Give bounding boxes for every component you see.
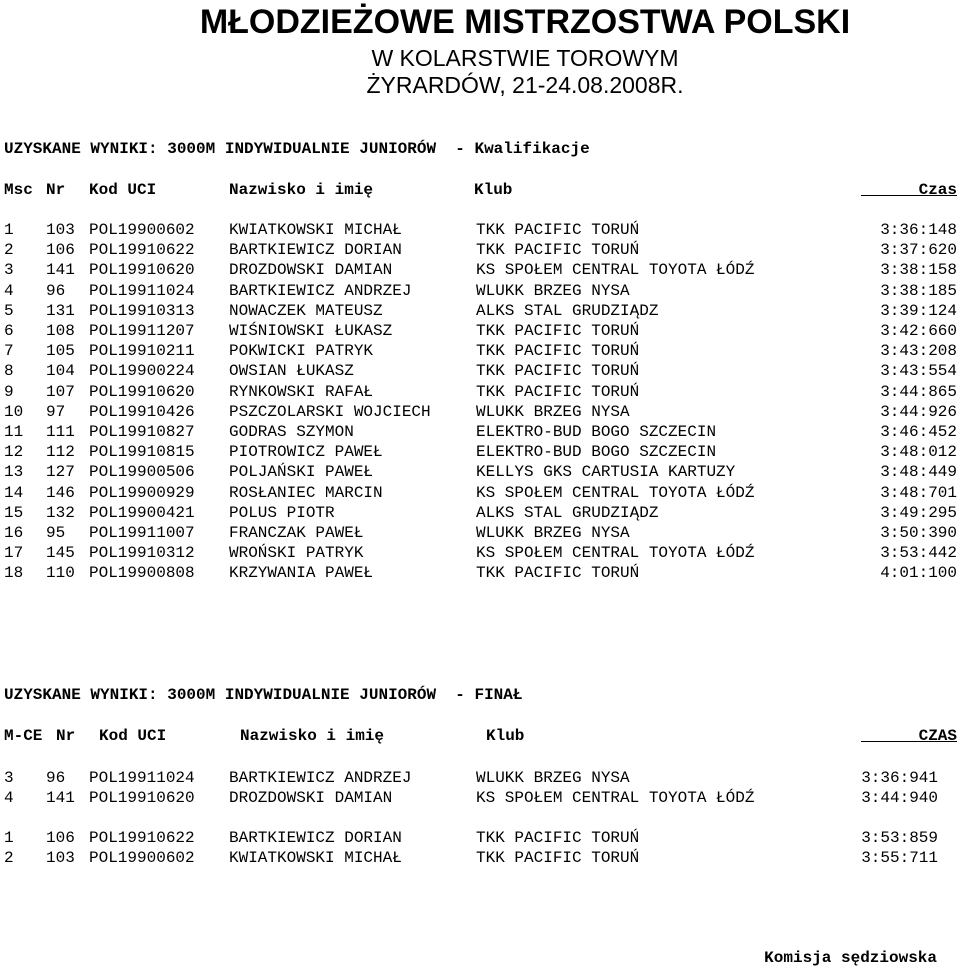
result-uci-code: POL19910313 [89, 301, 195, 320]
result-uci-code: POL19910620 [89, 382, 195, 401]
table-row [0, 220, 960, 240]
result-place: 4 [4, 281, 14, 300]
result-rider-name: BARTKIEWICZ DORIAN [229, 241, 402, 260]
result-number: 146 [46, 483, 75, 502]
result-uci-code: POL19900224 [89, 362, 195, 381]
result-club: KS SPOŁEM CENTRAL TOYOTA ŁÓDŹ [476, 789, 755, 808]
result-club: ALKS STAL GRUDZIĄDZ [476, 503, 659, 522]
page-title: MŁODZIEŻOWE MISTRZOSTWA POLSKI [199, 3, 851, 41]
header-club: Klub [474, 181, 513, 199]
result-uci-code: POL19900602 [89, 221, 195, 239]
result-uci-code: POL19900506 [89, 463, 195, 482]
result-uci-code: POL19900602 [89, 849, 195, 868]
table-row [0, 523, 960, 543]
result-time: 3:50:390 [880, 524, 957, 542]
result-number: 97 [46, 402, 66, 421]
result-time: 3:38:185 [880, 281, 957, 300]
result-number: 110 [46, 564, 75, 583]
result-rider-name: PSZCZOLARSKI WOJCIECH [229, 402, 431, 421]
header-club: Klub [486, 727, 525, 745]
result-rider-name: KRZYWANIA PAWEŁ [229, 564, 374, 583]
result-club: WLUKK BRZEG NYSA [476, 281, 630, 300]
result-rider-name: OWSIAN ŁUKASZ [229, 362, 354, 381]
result-club: KS SPOŁEM CENTRAL TOYOTA ŁÓDŹ [476, 483, 755, 502]
table-row [0, 341, 960, 361]
result-place: 8 [4, 362, 14, 381]
result-uci-code: POL19900929 [89, 483, 195, 502]
header-place: Msc [4, 181, 33, 199]
result-club: WLUKK BRZEG NYSA [476, 769, 630, 787]
page-subtitle: W KOLARSTWIE TOROWYM [371, 45, 679, 71]
result-place: 17 [4, 544, 24, 563]
result-time: 3:38:158 [880, 261, 957, 280]
result-place: 11 [4, 423, 24, 441]
result-number: 145 [46, 544, 75, 563]
result-time: 3:48:012 [880, 443, 957, 462]
header-time: Czas [918, 181, 957, 199]
header-name: Nazwisko i imię [229, 181, 374, 199]
result-time: 3:44:865 [880, 382, 957, 401]
result-number: 104 [46, 362, 75, 381]
result-club: KELLYS GKS CARTUSIA KARTUZY [476, 463, 736, 482]
result-club: KS SPOŁEM CENTRAL TOYOTA ŁÓDŹ [476, 544, 755, 563]
result-number: 111 [46, 423, 75, 441]
result-place: 12 [4, 443, 24, 462]
result-time: 3:36:941 [861, 769, 938, 787]
result-club: TKK PACIFIC TORUŃ [476, 221, 640, 239]
result-number: 105 [46, 342, 75, 361]
result-place: 4 [4, 789, 14, 808]
final-section-title: UZYSKANE WYNIKI: 3000M INDYWIDUALNIE JUNIORÓW - FINAŁ [4, 686, 523, 704]
result-number: 96 [46, 769, 66, 787]
result-club: WLUKK BRZEG NYSA [476, 524, 630, 542]
table-row [0, 240, 960, 260]
table-row [0, 402, 960, 422]
result-uci-code: POL19910622 [89, 829, 195, 847]
header-uci: Kod UCI [89, 181, 157, 199]
header-name: Nazwisko i imię [240, 727, 385, 745]
result-club: TKK PACIFIC TORUŃ [476, 382, 640, 401]
table-row [0, 321, 960, 341]
result-time: 3:48:449 [880, 463, 957, 482]
header-time: CZAS [918, 727, 957, 745]
result-uci-code: POL19910815 [89, 443, 195, 462]
table-row [0, 281, 960, 301]
result-rider-name: DROZDOWSKI DAMIAN [229, 261, 393, 280]
table-row [0, 361, 960, 381]
result-uci-code: POL19911024 [89, 769, 195, 787]
result-uci-code: POL19911207 [89, 322, 195, 340]
result-club: TKK PACIFIC TORUŃ [476, 564, 640, 583]
result-time: 3:36:148 [880, 221, 957, 239]
result-rider-name: KWIATKOWSKI MICHAŁ [229, 221, 402, 239]
result-number: 106 [46, 241, 75, 260]
result-number: 131 [46, 301, 75, 320]
result-place: 5 [4, 301, 14, 320]
table-row [0, 301, 960, 321]
result-uci-code: POL19910620 [89, 261, 195, 280]
result-time: 3:43:554 [880, 362, 957, 381]
result-time: 3:53:442 [880, 544, 957, 563]
result-number: 106 [46, 829, 75, 847]
result-time: 3:44:940 [861, 789, 938, 808]
result-place: 18 [4, 564, 24, 583]
result-club: TKK PACIFIC TORUŃ [476, 362, 640, 381]
result-club: TKK PACIFIC TORUŃ [476, 829, 640, 847]
result-uci-code: POL19911024 [89, 281, 195, 300]
result-club: WLUKK BRZEG NYSA [476, 402, 630, 421]
result-place: 2 [4, 849, 14, 868]
table-row [0, 768, 960, 788]
result-rider-name: PIOTROWICZ PAWEŁ [229, 443, 383, 462]
result-club: TKK PACIFIC TORUŃ [476, 322, 640, 340]
result-club: ELEKTRO-BUD BOGO SZCZECIN [476, 423, 717, 441]
result-uci-code: POL19910827 [89, 423, 195, 441]
table-row [0, 422, 960, 442]
result-place: 10 [4, 402, 24, 421]
result-number: 107 [46, 382, 75, 401]
result-number: 112 [46, 443, 75, 462]
result-uci-code: POL19900808 [89, 564, 195, 583]
result-number: 132 [46, 503, 75, 522]
result-rider-name: WROŃSKI PATRYK [229, 544, 364, 563]
result-place: 9 [4, 382, 14, 401]
result-uci-code: POL19910426 [89, 402, 195, 421]
result-club: TKK PACIFIC TORUŃ [476, 849, 640, 868]
qualification-table-header [0, 180, 960, 200]
result-place: 16 [4, 524, 24, 542]
table-row [0, 503, 960, 523]
final-table-header [0, 726, 960, 746]
result-rider-name: DROZDOWSKI DAMIAN [229, 789, 393, 808]
result-club: TKK PACIFIC TORUŃ [476, 241, 640, 260]
result-place: 14 [4, 483, 24, 502]
result-place: 3 [4, 769, 14, 787]
result-time: 3:55:711 [861, 849, 938, 868]
result-time: 3:42:660 [880, 322, 957, 340]
event-location-date: ŻYRARDÓW, 21-24.08.2008R. [366, 72, 684, 98]
header-uci: Kod UCI [99, 727, 167, 745]
result-time: 3:49:295 [880, 503, 957, 522]
result-time: 3:44:926 [880, 402, 957, 421]
result-rider-name: POKWICKI PATRYK [229, 342, 374, 361]
header-place: M-CE [4, 727, 43, 745]
result-uci-code: POL19900421 [89, 503, 195, 522]
table-row [0, 828, 960, 848]
result-number: 96 [46, 281, 66, 300]
result-number: 95 [46, 524, 66, 542]
result-rider-name: BARTKIEWICZ ANDRZEJ [229, 281, 412, 300]
result-rider-name: FRANCZAK PAWEŁ [229, 524, 364, 542]
result-rider-name: NOWACZEK MATEUSZ [229, 301, 383, 320]
table-row [0, 260, 960, 280]
table-row [0, 382, 960, 402]
result-club: ALKS STAL GRUDZIĄDZ [476, 301, 659, 320]
result-time: 3:46:452 [880, 423, 957, 441]
header-number: Nr [56, 727, 76, 745]
result-place: 1 [4, 221, 14, 239]
result-rider-name: BARTKIEWICZ DORIAN [229, 829, 402, 847]
jury-signature: Komisja sędziowska [764, 949, 937, 967]
result-club: TKK PACIFIC TORUŃ [476, 342, 640, 361]
result-number: 103 [46, 849, 75, 868]
header-number: Nr [46, 181, 66, 199]
table-row [0, 462, 960, 482]
result-uci-code: POL19910622 [89, 241, 195, 260]
result-place: 15 [4, 503, 24, 522]
table-row [0, 483, 960, 503]
result-rider-name: WIŚNIOWSKI ŁUKASZ [229, 322, 393, 340]
table-row [0, 788, 960, 808]
result-number: 103 [46, 221, 75, 239]
table-row [0, 442, 960, 462]
table-row [0, 543, 960, 563]
qualification-section-title: UZYSKANE WYNIKI: 3000M INDYWIDUALNIE JUNIORÓW - Kwalifikacje [4, 140, 590, 158]
table-row [0, 848, 960, 868]
result-time: 3:53:859 [861, 829, 938, 847]
result-number: 141 [46, 261, 75, 280]
result-rider-name: KWIATKOWSKI MICHAŁ [229, 849, 402, 868]
table-row [0, 563, 960, 583]
result-time: 3:48:701 [880, 483, 957, 502]
result-place: 13 [4, 463, 24, 482]
result-club: KS SPOŁEM CENTRAL TOYOTA ŁÓDŹ [476, 261, 755, 280]
result-uci-code: POL19910211 [89, 342, 195, 361]
result-number: 127 [46, 463, 75, 482]
result-place: 7 [4, 342, 14, 361]
result-rider-name: POLJAŃSKI PAWEŁ [229, 463, 374, 482]
result-place: 2 [4, 241, 14, 260]
result-place: 6 [4, 322, 14, 340]
result-number: 141 [46, 789, 75, 808]
result-number: 108 [46, 322, 75, 340]
result-rider-name: POLUS PIOTR [229, 503, 335, 522]
result-rider-name: GODRAS SZYMON [229, 423, 354, 441]
result-place: 3 [4, 261, 14, 280]
result-uci-code: POL19911007 [89, 524, 195, 542]
result-uci-code: POL19910312 [89, 544, 195, 563]
result-time: 3:37:620 [880, 241, 957, 260]
result-uci-code: POL19910620 [89, 789, 195, 808]
result-time: 4:01:100 [880, 564, 957, 583]
result-rider-name: BARTKIEWICZ ANDRZEJ [229, 769, 412, 787]
result-time: 3:39:124 [880, 301, 957, 320]
result-rider-name: ROSŁANIEC MARCIN [229, 483, 383, 502]
result-rider-name: RYNKOWSKI RAFAŁ [229, 382, 374, 401]
result-club: ELEKTRO-BUD BOGO SZCZECIN [476, 443, 717, 462]
result-time: 3:43:208 [880, 342, 957, 361]
result-place: 1 [4, 829, 14, 847]
